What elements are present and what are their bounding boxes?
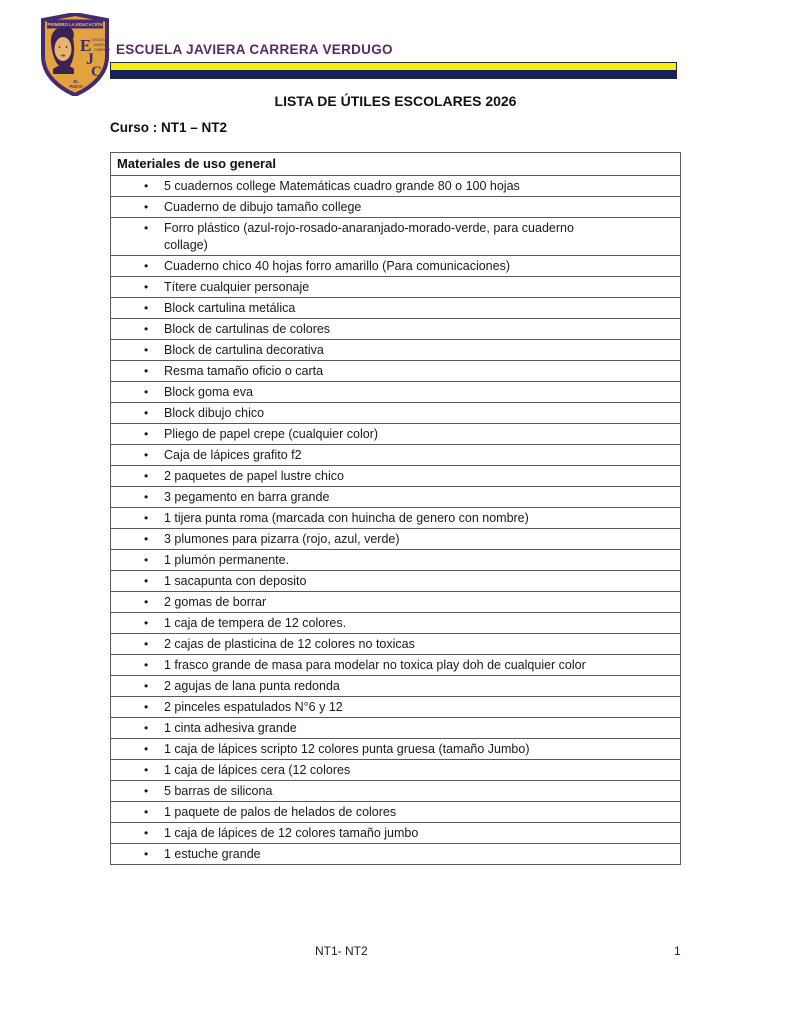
bullet-icon: •: [144, 804, 149, 819]
item-text: Cuaderno chico 40 hojas forro amarillo (Para comunicaciones): [164, 258, 511, 273]
logo-side-text-1: ESCUELA: [92, 38, 108, 42]
item-text: 1 paquete de palos de helados de colores: [164, 804, 397, 819]
table-row: [111, 591, 680, 612]
item-text: Block dibujo chico: [164, 405, 265, 420]
logo-monogram-e: E: [80, 36, 92, 55]
item-text: 5 barras de silicona: [164, 783, 273, 798]
item-text: 1 frasco grande de masa para modelar no toxica play doh de cualquier color: [164, 657, 586, 672]
item-text: 2 paquetes de papel lustre chico: [164, 468, 344, 483]
logo-bottom-text-2: PAICO: [69, 84, 83, 89]
table-row: [111, 759, 680, 780]
table-row: [111, 339, 680, 360]
table-row: [111, 528, 680, 549]
item-text: Caja de lápices grafito f2: [164, 447, 302, 462]
table-row: [111, 780, 680, 801]
item-text: 1 cinta adhesiva grande: [164, 720, 297, 735]
item-text: Block cartulina metálica: [164, 300, 296, 315]
page-title: LISTA DE ÚTILES ESCOLARES 2026: [274, 93, 517, 109]
table-row: [111, 255, 680, 276]
table-row: [111, 423, 680, 444]
bullet-icon: •: [144, 552, 149, 567]
item-text: Pliego de papel crepe (cualquier color): [164, 426, 379, 441]
bullet-icon: •: [144, 258, 149, 273]
table-header-row: [111, 153, 680, 175]
table-row: [111, 276, 680, 297]
item-text: 1 tijera punta roma (marcada con huincha de genero con nombre): [164, 510, 529, 525]
table-row: [111, 570, 680, 591]
table-row: [111, 507, 680, 528]
item-text: Block goma eva: [164, 384, 253, 399]
bullet-icon: •: [144, 720, 149, 735]
item-text: Títere cualquier personaje: [164, 279, 310, 294]
table-row: [111, 633, 680, 654]
logo-banner-text: PRIMERO LA EDUCACIÓN: [47, 22, 103, 27]
item-text: 2 gomas de borrar: [164, 594, 267, 609]
table-row: [111, 217, 680, 255]
table-row: [111, 444, 680, 465]
bullet-icon: •: [144, 405, 149, 420]
logo-side-text-3: CARRERA: [94, 48, 110, 52]
table-row: [111, 318, 680, 339]
item-text: 3 pegamento en barra grande: [164, 489, 330, 504]
logo-side-text-2: JAVIERA: [93, 43, 107, 47]
bullet-icon: •: [144, 199, 149, 214]
table-row: [111, 717, 680, 738]
bullet-icon: •: [144, 531, 149, 546]
footer-course-label: NT1- NT2: [315, 944, 368, 958]
bullet-icon: •: [144, 657, 149, 672]
item-text: 1 sacapunta con deposito: [164, 573, 307, 588]
bullet-icon: •: [144, 321, 149, 336]
bullet-icon: •: [144, 510, 149, 525]
item-text: 1 caja de lápices scripto 12 colores punta gruesa (tamaño Jumbo): [164, 741, 530, 756]
item-text: 1 plumón permanente.: [164, 552, 290, 567]
course-label: Curso : NT1 – NT2: [110, 120, 228, 135]
footer-page-number: 1: [674, 944, 681, 958]
logo-bottom-text-1: EL: [73, 79, 79, 84]
bullet-icon: •: [144, 447, 149, 462]
logo-monogram-j: J: [86, 51, 94, 68]
divider-bar-navy-stripe: [111, 70, 676, 78]
bullet-icon: •: [144, 825, 149, 840]
bullet-icon: •: [144, 741, 149, 756]
bullet-icon: •: [144, 426, 149, 441]
item-text: 1 caja de tempera de 12 colores.: [164, 615, 347, 630]
supplies-table: [110, 152, 681, 865]
header-divider-bar: [110, 62, 677, 79]
table-row: [111, 381, 680, 402]
bullet-icon: •: [144, 678, 149, 693]
bullet-icon: •: [144, 489, 149, 504]
table-row: [111, 360, 680, 381]
item-text: 2 cajas de plasticina de 12 colores no toxicas: [164, 636, 415, 651]
table-row: [111, 654, 680, 675]
item-text: Resma tamaño oficio o carta: [164, 363, 324, 378]
item-text: 1 caja de lápices de 12 colores tamaño jumbo: [164, 825, 419, 840]
table-row: [111, 465, 680, 486]
item-text: Block de cartulinas de colores: [164, 321, 331, 336]
item-text: Block de cartulina decorativa: [164, 342, 324, 357]
bullet-icon: •: [144, 636, 149, 651]
bullet-icon: •: [144, 279, 149, 294]
logo-monogram-c: C: [91, 64, 102, 80]
bullet-icon: •: [144, 762, 149, 777]
table-row: [111, 297, 680, 318]
item-text: 2 pinceles espatulados N°6 y 12: [164, 699, 343, 714]
table-row: [111, 675, 680, 696]
bullet-icon: •: [144, 846, 149, 861]
bullet-icon: •: [144, 615, 149, 630]
table-header-label: Materiales de uso general: [117, 156, 276, 171]
table-row: [111, 486, 680, 507]
bullet-icon: •: [144, 468, 149, 483]
table-row: [111, 175, 680, 196]
table-row: [111, 402, 680, 423]
item-text: 1 caja de lápices cera (12 colores: [164, 762, 351, 777]
school-logo: [40, 13, 110, 96]
bullet-icon: •: [144, 699, 149, 714]
item-text: 2 agujas de lana punta redonda: [164, 678, 340, 693]
bullet-icon: •: [144, 178, 149, 193]
bullet-icon: •: [144, 363, 149, 378]
bullet-icon: •: [144, 783, 149, 798]
school-crest-icon: [40, 13, 110, 96]
item-text: Forro plástico (azul-rojo-rosado-anaranjado-morado-verde, para cuaderno collage): [164, 220, 574, 252]
table-row: [111, 549, 680, 570]
bullet-icon: •: [144, 342, 149, 357]
table-body: [111, 175, 680, 864]
bullet-icon: •: [144, 573, 149, 588]
table-row: [111, 738, 680, 759]
table-row: [111, 843, 680, 864]
item-text: 3 plumones para pizarra (rojo, azul, verde): [164, 531, 400, 546]
school-name: ESCUELA JAVIERA CARRERA VERDUGO: [116, 42, 393, 57]
bullet-icon: •: [144, 384, 149, 399]
table-row: [111, 822, 680, 843]
table-row: [111, 612, 680, 633]
bullet-icon: •: [144, 220, 149, 235]
item-text: Cuaderno de dibujo tamaño college: [164, 199, 362, 214]
table-row: [111, 196, 680, 217]
bullet-icon: •: [144, 594, 149, 609]
item-text: 5 cuadernos college Matemáticas cuadro grande 80 o 100 hojas: [164, 178, 520, 193]
item-text: 1 estuche grande: [164, 846, 261, 861]
table-row: [111, 801, 680, 822]
bullet-icon: •: [144, 300, 149, 315]
table-row: [111, 696, 680, 717]
